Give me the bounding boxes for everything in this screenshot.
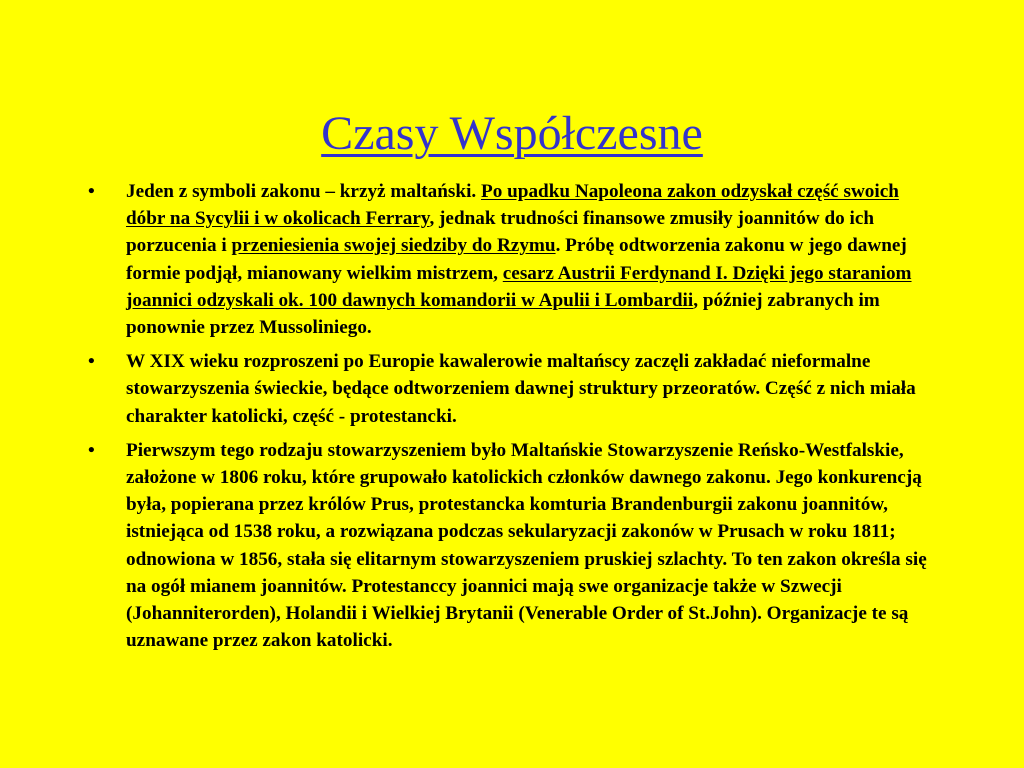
bullet-item [86, 437, 938, 655]
paragraph-text: , później zabranych im ponownie przez Mussoliniego. [126, 289, 880, 339]
bullet-list [86, 178, 938, 661]
hyperlink-text[interactable]: cesarz Austrii Ferdynand I. Dzięki jego staraniom joannici odzyskali ok. 100 dawnych komandorii w Apulii i Lombardii [126, 262, 912, 311]
bullet-marker: • [88, 439, 95, 461]
paragraph-text: , jednak trudności finansowe zmusiły joannitów do ich porzucenia i [126, 208, 875, 257]
paragraph-text: . Próbę odtworzenia zakonu w jego dawnej formie podjął, mianowany wielkim mistrzem, [126, 235, 907, 284]
hyperlink-text[interactable]: przeniesienia swojej siedziby do Rzymu [231, 235, 556, 257]
paragraph-text: W XIX wieku rozproszeni po Europie kawalerowie maltańscy zaczęli zakładać nieformalne stowarzyszenia świeckie, będące odtworzeniem dawnej struktury przeoratów. Część z nich miała charakter katolicki, część - protestancki. [126, 351, 916, 427]
hyperlink-text[interactable]: Po upadku Napoleona zakon odzyskał część swoich dóbr na Sycylii i w okolicach Ferrary [126, 181, 899, 230]
bullet-item [86, 178, 938, 341]
paragraph-text: Jeden z symboli zakonu – krzyż maltański. [126, 181, 481, 202]
bullet-item [86, 348, 938, 430]
bullet-marker: • [88, 351, 95, 373]
paragraph-text: Pierwszym tego rodzaju stowarzyszeniem było Maltańskie Stowarzyszenie Reńsko-Westfalskie, założone w 1806 roku, które grupowało katolickich członków dawnego zakonu. Jego konkurencją była, popierana przez królów Prus, protestancka komturia Brandenburgii zakonu joannitów, istniejąca od 1538 roku, a rozwiązana podczas sekularyzacji zakonów w Prusach w roku 1811; odnowiona w 1856, stała się elitarnym stowarzyszeniem pruskiej szlachty. To ten zakon określa się na ogół mianem joannitów. Protestanccy joannici mają swe organizacje także w Szwecji (Johanniterorden), Holandii i Wielkiej Brytanii (Venerable Order of St.John). Organizacje te są uznawane przez zakon katolicki. [126, 439, 927, 652]
bullet-marker: • [88, 181, 95, 202]
slide-title: Czasy Współczesne [321, 107, 703, 160]
